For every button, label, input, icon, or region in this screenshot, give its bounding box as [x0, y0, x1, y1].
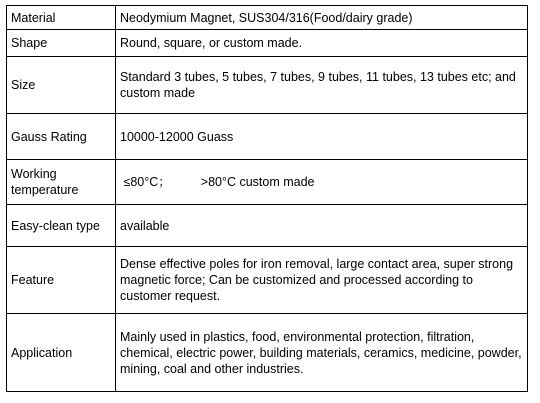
row-label-temperature: Working temperature [7, 160, 116, 205]
row-label-feature: Feature [7, 247, 116, 314]
row-label-easy-clean: Easy-clean type [7, 205, 116, 247]
table-row [7, 30, 528, 57]
row-value-temperature [116, 160, 528, 205]
row-label-material: Material [7, 6, 116, 30]
spec-table [6, 5, 528, 392]
row-label-application: Application [7, 314, 116, 392]
row-value-feature: Dense effective poles for iron removal, large contact area, super strong magnetic force; Can be customized and processed according to customer request. [116, 247, 528, 314]
row-label-size: Size [7, 57, 116, 114]
table-row [7, 247, 528, 314]
temp-custom: >80°C custom made [200, 175, 315, 189]
row-value-easy-clean: available [116, 205, 528, 247]
table-row [7, 57, 528, 114]
row-value-gauss: 10000-12000 Guass [116, 114, 528, 160]
table-row [7, 160, 528, 205]
table-row [7, 114, 528, 160]
temp-standard: ≤80°C； [123, 175, 171, 189]
table-row [7, 6, 528, 30]
row-label-gauss: Gauss Rating [7, 114, 116, 160]
table-row [7, 314, 528, 392]
row-value-material: Neodymium Magnet, SUS304/316(Food/dairy grade) [116, 6, 528, 30]
table-row [7, 205, 528, 247]
row-value-shape: Round, square, or custom made. [116, 30, 528, 57]
row-value-size: Standard 3 tubes, 5 tubes, 7 tubes, 9 tubes, 11 tubes, 13 tubes etc; and custom made [116, 57, 528, 114]
row-value-application: Mainly used in plastics, food, environmental protection, filtration, chemical, electric power, building materials, ceramics, medicine, powder, mining, coal and other industries. [116, 314, 528, 392]
row-label-shape: Shape [7, 30, 116, 57]
